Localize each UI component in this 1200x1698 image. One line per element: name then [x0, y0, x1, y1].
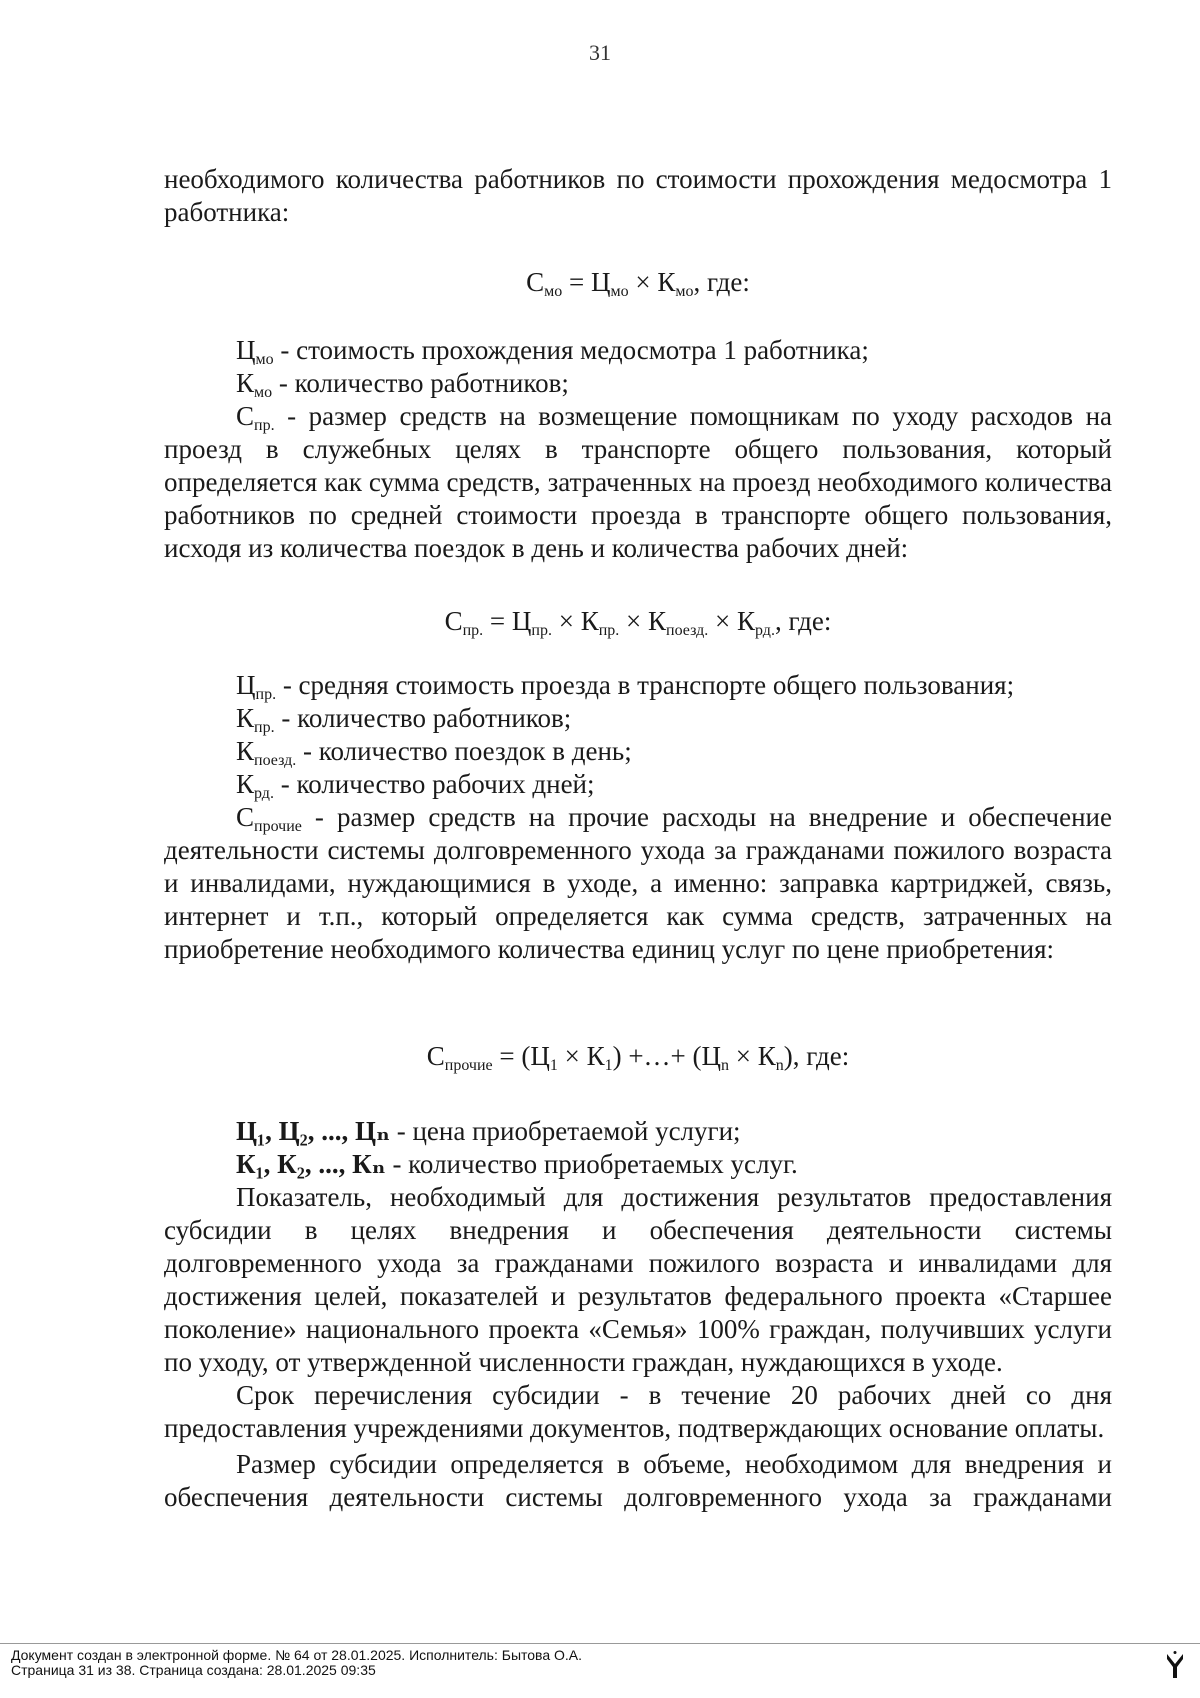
page-number: 31 [589, 40, 611, 65]
definition-work-days: $К_{рд.}$ - количество рабочих дней; [236, 769, 595, 802]
footer-line-2: Страница 31 из 38. Страница создана: 28.01.2025 09:35 [11, 1662, 376, 1678]
formula-other-expenses: $С_{прочие} = (Ц_1 \times К_1)$ +…+ $(Ц_n \times К_n)$, где: [426, 1041, 850, 1074]
definition-count-medical: $К_{мо}$ - количество работников; [236, 368, 569, 401]
footer-divider [0, 1643, 1200, 1644]
definition-service-price: Ц₁, Ц₂, ..., Цₙ - цена приобретаемой услуги; [236, 1116, 741, 1146]
footer-line-1: Документ создан в электронной форме. № 64 от 28.01.2025. Исполнитель: Бытова О.А. [11, 1647, 583, 1663]
intro-paragraph: необходимого количества работников по стоимости прохождения медосмотра 1 работника: [164, 164, 1112, 227]
definitions-block-2 [164, 669, 1112, 966]
intro-paragraph-block [164, 163, 1112, 229]
other-expenses-paragraph: $С_{прочие}$ - размер средств на прочие расходы на внедрение и обеспечение деятельности системы долговременного ухода за гражданами пожилого возраста и инвалидами, нуждающимися в уходе, а именно: заправка картриджей, связь, интернет и т.п., который определяется как сумма средств, затраченных на приобретение необходимого количества единиц услуг по цене приобретения: [164, 802, 1112, 964]
definitions-block-3 [164, 1115, 1112, 1514]
travel-expense-paragraph: $С_{пр.}$ - размер средств на возмещение помощникам по уходу расходов на проезд в служебных целях в транспорте общего пользования, который определяется как сумма средств, затраченных на проезд необходимого количества работников по средней стоимости проезда в транспорте общего пользования, исходя из количества поездок в день и количества рабочих дней: [164, 401, 1112, 563]
definition-trips-per-day: $К_{поезд.}$ - количество поездок в день; [236, 736, 632, 769]
document-footer [11, 1648, 582, 1678]
definition-service-count: К₁, К₂, ..., Кₙ - количество приобретаемых услуг. [236, 1149, 798, 1179]
definition-count-travel: $К_{пр.}$ - количество работников; [236, 703, 572, 736]
payment-term-paragraph: Срок перечисления субсидии - в течение 20 рабочих дней со дня предоставления учреждениями документов, подтверждающих основание оплаты. [164, 1380, 1112, 1443]
indicator-paragraph: Показатель, необходимый для достижения результатов предоставления субсидии в целях внедрения и обеспечения деятельности системы долговременного ухода за гражданами пожилого возраста и инвалидами для достижения целей, показателей и результатов федерального проекта «Старшее поколение» национального проекта «Семья» 100% граждан, получивших услуги по уходу, от утвержденной численности граждан, нуждающихся в уходе. [164, 1182, 1112, 1377]
definitions-block-1 [164, 334, 1112, 565]
definition-price-medical: $Ц_{мо}$ - стоимость прохождения медосмотра 1 работника; [236, 335, 869, 368]
subsidy-size-paragraph: Размер субсидии определяется в объеме, необходимом для внедрения и обеспечения деятельности системы долговременного ухода за гражданами [164, 1449, 1112, 1512]
formula-medical-exam: $С_{мо} = Ц_{мо} \times К_{мо}$, где: [526, 267, 750, 300]
crest-icon [1164, 1650, 1186, 1680]
formula-travel: $С_{пр.} = Ц_{пр.} \times К_{пр.} \times К_{поезд.} \times К_{рд.}$, где: [444, 606, 832, 639]
definition-price-travel: $Ц_{пр.}$ - средняя стоимость проезда в транспорте общего пользования; [236, 670, 1015, 703]
